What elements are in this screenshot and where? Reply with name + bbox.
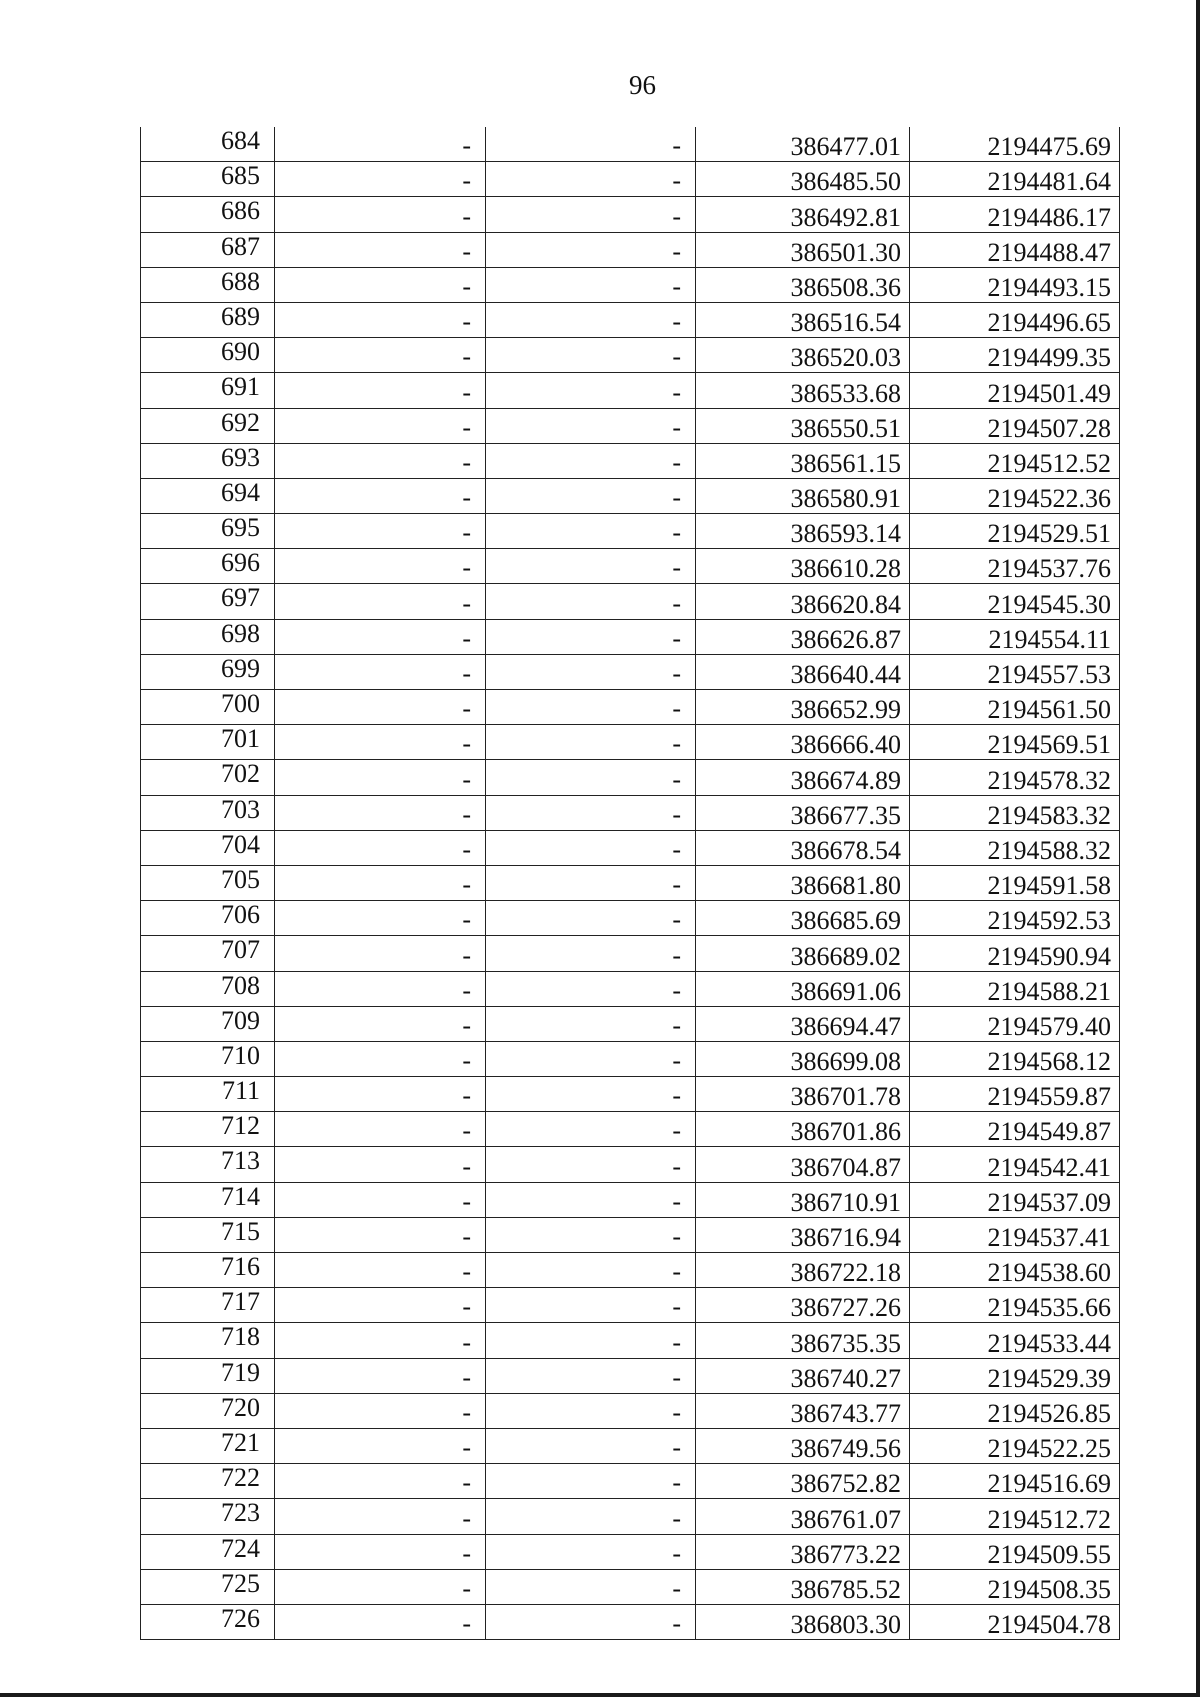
point-number-cell: 695 [141,514,275,549]
x-coordinate-cell: 386701.86 [696,1112,910,1147]
empty-value-cell: - [275,760,486,795]
table-row [141,1534,1120,1569]
table-row [141,690,1120,725]
x-coordinate-cell: 386743.77 [696,1393,910,1428]
empty-value-cell: - [486,901,696,936]
y-coordinate-cell: 2194588.32 [910,830,1120,865]
x-coordinate-cell: 386710.91 [696,1182,910,1217]
empty-value-cell: - [275,338,486,373]
point-number-cell: 684 [141,127,275,162]
point-number-cell: 707 [141,936,275,971]
table-row [141,1604,1120,1639]
empty-value-cell: - [275,1147,486,1182]
x-coordinate-cell: 386485.50 [696,162,910,197]
empty-value-cell: - [486,971,696,1006]
point-number-cell: 714 [141,1182,275,1217]
empty-value-cell: - [275,408,486,443]
empty-value-cell: - [275,1253,486,1288]
empty-value-cell: - [275,1288,486,1323]
x-coordinate-cell: 386652.99 [696,690,910,725]
table-row [141,514,1120,549]
table-row [141,971,1120,1006]
empty-value-cell: - [486,1358,696,1393]
empty-value-cell: - [275,127,486,162]
point-number-cell: 692 [141,408,275,443]
empty-value-cell: - [486,232,696,267]
y-coordinate-cell: 2194579.40 [910,1006,1120,1041]
empty-value-cell: - [486,162,696,197]
empty-value-cell: - [275,1464,486,1499]
x-coordinate-cell: 386749.56 [696,1428,910,1463]
table-row [141,1358,1120,1393]
y-coordinate-cell: 2194493.15 [910,267,1120,302]
empty-value-cell: - [275,865,486,900]
table-row [141,901,1120,936]
x-coordinate-cell: 386620.84 [696,584,910,619]
point-number-cell: 688 [141,267,275,302]
point-number-cell: 709 [141,1006,275,1041]
table-row [141,1253,1120,1288]
empty-value-cell: - [275,1358,486,1393]
empty-value-cell: - [275,232,486,267]
coordinate-table [140,127,1120,1640]
empty-value-cell: - [275,1428,486,1463]
y-coordinate-cell: 2194549.87 [910,1112,1120,1147]
x-coordinate-cell: 386727.26 [696,1288,910,1323]
y-coordinate-cell: 2194522.36 [910,478,1120,513]
empty-value-cell: - [275,1041,486,1076]
table-row [141,162,1120,197]
point-number-cell: 712 [141,1112,275,1147]
empty-value-cell: - [486,1288,696,1323]
x-coordinate-cell: 386640.44 [696,654,910,689]
scan-edge-right [1196,0,1200,1697]
point-number-cell: 693 [141,443,275,478]
empty-value-cell: - [486,830,696,865]
y-coordinate-cell: 2194588.21 [910,971,1120,1006]
point-number-cell: 726 [141,1604,275,1639]
empty-value-cell: - [486,1428,696,1463]
table-row [141,725,1120,760]
empty-value-cell: - [486,1217,696,1252]
y-coordinate-cell: 2194509.55 [910,1534,1120,1569]
table-row [141,549,1120,584]
point-number-cell: 701 [141,725,275,760]
empty-value-cell: - [275,162,486,197]
point-number-cell: 720 [141,1393,275,1428]
empty-value-cell: - [275,478,486,513]
empty-value-cell: - [275,1323,486,1358]
y-coordinate-cell: 2194557.53 [910,654,1120,689]
point-number-cell: 723 [141,1499,275,1534]
empty-value-cell: - [275,936,486,971]
y-coordinate-cell: 2194561.50 [910,690,1120,725]
point-number-cell: 713 [141,1147,275,1182]
table-row [141,1288,1120,1323]
empty-value-cell: - [275,901,486,936]
table-row [141,232,1120,267]
empty-value-cell: - [275,1217,486,1252]
table-row [141,302,1120,337]
x-coordinate-cell: 386593.14 [696,514,910,549]
x-coordinate-cell: 386610.28 [696,549,910,584]
empty-value-cell: - [275,373,486,408]
y-coordinate-cell: 2194499.35 [910,338,1120,373]
x-coordinate-cell: 386704.87 [696,1147,910,1182]
table-row [141,865,1120,900]
empty-value-cell: - [486,549,696,584]
table-row [141,795,1120,830]
empty-value-cell: - [486,1077,696,1112]
y-coordinate-cell: 2194542.41 [910,1147,1120,1182]
point-number-cell: 698 [141,619,275,654]
x-coordinate-cell: 386685.69 [696,901,910,936]
x-coordinate-cell: 386678.54 [696,830,910,865]
scan-edge-bottom [0,1693,1200,1697]
empty-value-cell: - [486,1393,696,1428]
empty-value-cell: - [486,584,696,619]
table-row [141,1112,1120,1147]
empty-value-cell: - [275,1006,486,1041]
empty-value-cell: - [275,1112,486,1147]
empty-value-cell: - [486,619,696,654]
x-coordinate-cell: 386626.87 [696,619,910,654]
point-number-cell: 717 [141,1288,275,1323]
table-row [141,1323,1120,1358]
x-coordinate-cell: 386561.15 [696,443,910,478]
empty-value-cell: - [486,514,696,549]
y-coordinate-cell: 2194501.49 [910,373,1120,408]
table-row [141,1041,1120,1076]
table-row [141,584,1120,619]
x-coordinate-cell: 386699.08 [696,1041,910,1076]
point-number-cell: 699 [141,654,275,689]
table-row [141,127,1120,162]
empty-value-cell: - [275,1604,486,1639]
empty-value-cell: - [275,1077,486,1112]
x-coordinate-cell: 386520.03 [696,338,910,373]
y-coordinate-cell: 2194559.87 [910,1077,1120,1112]
table-row [141,1393,1120,1428]
empty-value-cell: - [275,795,486,830]
table-row [141,478,1120,513]
x-coordinate-cell: 386803.30 [696,1604,910,1639]
point-number-cell: 706 [141,901,275,936]
point-number-cell: 696 [141,549,275,584]
table-row [141,1077,1120,1112]
y-coordinate-cell: 2194591.58 [910,865,1120,900]
point-number-cell: 715 [141,1217,275,1252]
table-row [141,654,1120,689]
y-coordinate-cell: 2194529.39 [910,1358,1120,1393]
empty-value-cell: - [486,1534,696,1569]
y-coordinate-cell: 2194522.25 [910,1428,1120,1463]
point-number-cell: 705 [141,865,275,900]
empty-value-cell: - [486,127,696,162]
y-coordinate-cell: 2194578.32 [910,760,1120,795]
empty-value-cell: - [486,197,696,232]
point-number-cell: 686 [141,197,275,232]
empty-value-cell: - [486,1464,696,1499]
y-coordinate-cell: 2194516.69 [910,1464,1120,1499]
empty-value-cell: - [486,1006,696,1041]
y-coordinate-cell: 2194486.17 [910,197,1120,232]
point-number-cell: 719 [141,1358,275,1393]
point-number-cell: 690 [141,338,275,373]
table-row [141,1569,1120,1604]
x-coordinate-cell: 386735.35 [696,1323,910,1358]
x-coordinate-cell: 386689.02 [696,936,910,971]
empty-value-cell: - [486,690,696,725]
x-coordinate-cell: 386516.54 [696,302,910,337]
empty-value-cell: - [275,267,486,302]
x-coordinate-cell: 386752.82 [696,1464,910,1499]
x-coordinate-cell: 386550.51 [696,408,910,443]
x-coordinate-cell: 386666.40 [696,725,910,760]
empty-value-cell: - [275,549,486,584]
point-number-cell: 710 [141,1041,275,1076]
point-number-cell: 691 [141,373,275,408]
x-coordinate-cell: 386694.47 [696,1006,910,1041]
point-number-cell: 704 [141,830,275,865]
x-coordinate-cell: 386701.78 [696,1077,910,1112]
table-row [141,830,1120,865]
empty-value-cell: - [486,865,696,900]
empty-value-cell: - [275,619,486,654]
empty-value-cell: - [275,1393,486,1428]
y-coordinate-cell: 2194512.52 [910,443,1120,478]
empty-value-cell: - [275,725,486,760]
point-number-cell: 725 [141,1569,275,1604]
point-number-cell: 711 [141,1077,275,1112]
point-number-cell: 697 [141,584,275,619]
empty-value-cell: - [275,1569,486,1604]
y-coordinate-cell: 2194535.66 [910,1288,1120,1323]
x-coordinate-cell: 386681.80 [696,865,910,900]
empty-value-cell: - [486,443,696,478]
table-row [141,443,1120,478]
table-row [141,408,1120,443]
table-row [141,267,1120,302]
empty-value-cell: - [486,1147,696,1182]
empty-value-cell: - [275,584,486,619]
y-coordinate-cell: 2194537.76 [910,549,1120,584]
empty-value-cell: - [486,1253,696,1288]
empty-value-cell: - [486,408,696,443]
point-number-cell: 716 [141,1253,275,1288]
empty-value-cell: - [486,795,696,830]
empty-value-cell: - [486,1499,696,1534]
y-coordinate-cell: 2194545.30 [910,584,1120,619]
empty-value-cell: - [275,690,486,725]
table-row [141,1499,1120,1534]
empty-value-cell: - [486,1041,696,1076]
x-coordinate-cell: 386477.01 [696,127,910,162]
empty-value-cell: - [486,302,696,337]
x-coordinate-cell: 386580.91 [696,478,910,513]
empty-value-cell: - [275,971,486,1006]
table-row [141,936,1120,971]
table-row [141,1182,1120,1217]
x-coordinate-cell: 386716.94 [696,1217,910,1252]
table-row [141,197,1120,232]
point-number-cell: 702 [141,760,275,795]
empty-value-cell: - [275,1182,486,1217]
table-row [141,373,1120,408]
empty-value-cell: - [486,267,696,302]
point-number-cell: 689 [141,302,275,337]
x-coordinate-cell: 386761.07 [696,1499,910,1534]
empty-value-cell: - [486,936,696,971]
x-coordinate-cell: 386674.89 [696,760,910,795]
y-coordinate-cell: 2194529.51 [910,514,1120,549]
table-row [141,760,1120,795]
y-coordinate-cell: 2194538.60 [910,1253,1120,1288]
y-coordinate-cell: 2194537.41 [910,1217,1120,1252]
point-number-cell: 687 [141,232,275,267]
table-row [141,619,1120,654]
empty-value-cell: - [275,654,486,689]
y-coordinate-cell: 2194481.64 [910,162,1120,197]
table-row [141,1428,1120,1463]
table-row [141,1217,1120,1252]
empty-value-cell: - [486,654,696,689]
x-coordinate-cell: 386773.22 [696,1534,910,1569]
empty-value-cell: - [486,373,696,408]
x-coordinate-cell: 386740.27 [696,1358,910,1393]
x-coordinate-cell: 386501.30 [696,232,910,267]
y-coordinate-cell: 2194507.28 [910,408,1120,443]
y-coordinate-cell: 2194537.09 [910,1182,1120,1217]
point-number-cell: 708 [141,971,275,1006]
y-coordinate-cell: 2194504.78 [910,1604,1120,1639]
x-coordinate-cell: 386691.06 [696,971,910,1006]
empty-value-cell: - [275,514,486,549]
y-coordinate-cell: 2194488.47 [910,232,1120,267]
point-number-cell: 724 [141,1534,275,1569]
empty-value-cell: - [486,478,696,513]
x-coordinate-cell: 386508.36 [696,267,910,302]
y-coordinate-cell: 2194592.53 [910,901,1120,936]
y-coordinate-cell: 2194554.11 [910,619,1120,654]
point-number-cell: 685 [141,162,275,197]
empty-value-cell: - [486,1112,696,1147]
point-number-cell: 703 [141,795,275,830]
y-coordinate-cell: 2194475.69 [910,127,1120,162]
point-number-cell: 718 [141,1323,275,1358]
page-number: 96 [629,70,656,100]
y-coordinate-cell: 2194496.65 [910,302,1120,337]
x-coordinate-cell: 386677.35 [696,795,910,830]
table-row [141,1464,1120,1499]
empty-value-cell: - [486,725,696,760]
coordinate-table-body [141,127,1120,1640]
table-row [141,338,1120,373]
empty-value-cell: - [486,1604,696,1639]
empty-value-cell: - [486,760,696,795]
point-number-cell: 722 [141,1464,275,1499]
y-coordinate-cell: 2194569.51 [910,725,1120,760]
point-number-cell: 694 [141,478,275,513]
x-coordinate-cell: 386492.81 [696,197,910,232]
y-coordinate-cell: 2194512.72 [910,1499,1120,1534]
y-coordinate-cell: 2194508.35 [910,1569,1120,1604]
empty-value-cell: - [275,197,486,232]
point-number-cell: 700 [141,690,275,725]
empty-value-cell: - [275,1534,486,1569]
point-number-cell: 721 [141,1428,275,1463]
empty-value-cell: - [275,302,486,337]
empty-value-cell: - [486,1569,696,1604]
y-coordinate-cell: 2194526.85 [910,1393,1120,1428]
x-coordinate-cell: 386722.18 [696,1253,910,1288]
y-coordinate-cell: 2194533.44 [910,1323,1120,1358]
table-row [141,1147,1120,1182]
y-coordinate-cell: 2194568.12 [910,1041,1120,1076]
empty-value-cell: - [486,1182,696,1217]
empty-value-cell: - [486,338,696,373]
y-coordinate-cell: 2194590.94 [910,936,1120,971]
empty-value-cell: - [275,443,486,478]
empty-value-cell: - [275,830,486,865]
x-coordinate-cell: 386785.52 [696,1569,910,1604]
y-coordinate-cell: 2194583.32 [910,795,1120,830]
table-row [141,1006,1120,1041]
empty-value-cell: - [275,1499,486,1534]
empty-value-cell: - [486,1323,696,1358]
x-coordinate-cell: 386533.68 [696,373,910,408]
